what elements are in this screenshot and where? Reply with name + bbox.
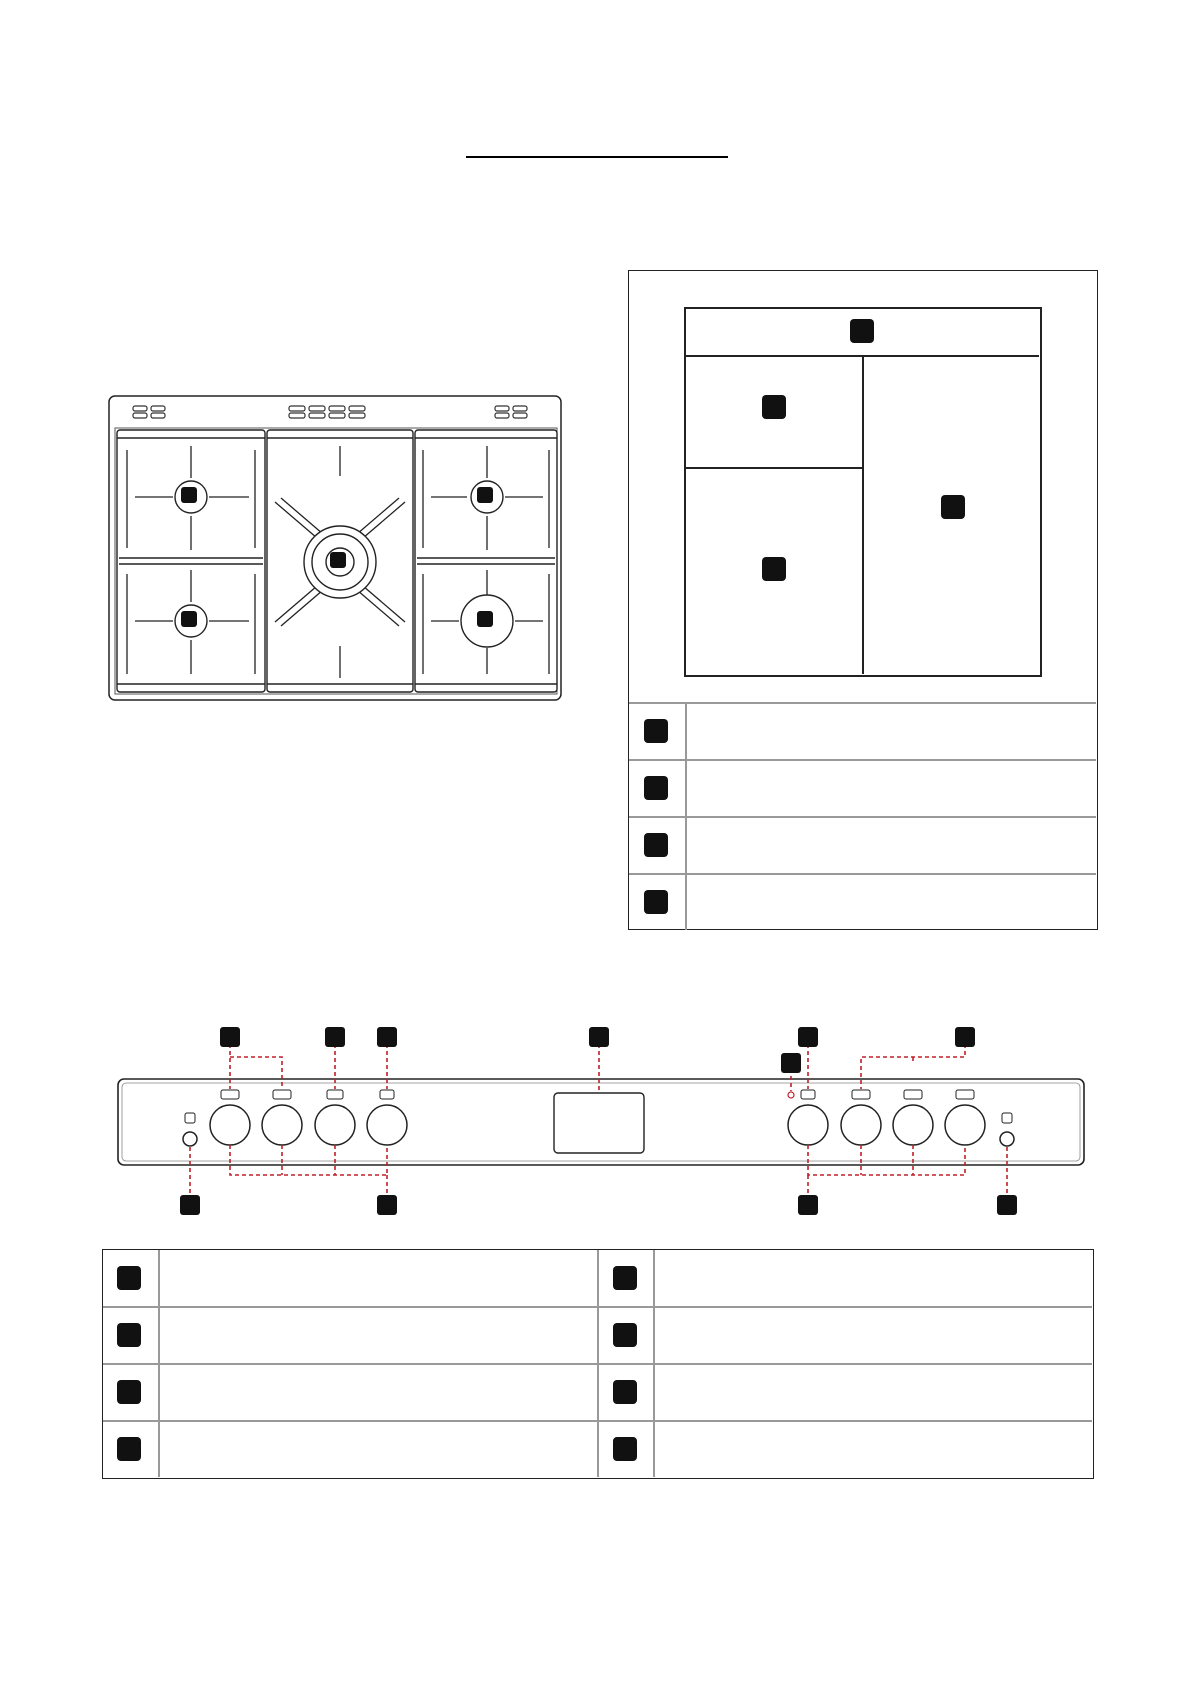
oven-right-marker — [941, 495, 965, 519]
control-panel-diagram — [110, 1025, 1090, 1215]
page-title-underline — [466, 156, 728, 158]
oven-legend-marker — [644, 719, 668, 743]
control-callout-top — [377, 1027, 397, 1047]
control-legend-marker — [613, 1323, 637, 1347]
control-callout-bottom — [997, 1195, 1017, 1215]
control-callout-top — [589, 1027, 609, 1047]
control-callout-top — [798, 1027, 818, 1047]
hob-zone-marker — [477, 611, 493, 627]
oven-legend — [629, 702, 1096, 930]
hob-zone-marker — [181, 487, 197, 503]
oven-left-lower-marker — [762, 557, 786, 581]
control-callout-top — [325, 1027, 345, 1047]
control-legend-marker — [613, 1380, 637, 1404]
control-legend-marker — [613, 1437, 637, 1461]
hob-zone-marker — [181, 611, 197, 627]
control-callout-top — [220, 1027, 240, 1047]
control-legend-marker — [117, 1437, 141, 1461]
oven-legend-marker — [644, 833, 668, 857]
oven-legend-marker — [644, 890, 668, 914]
control-legend-marker — [613, 1266, 637, 1290]
hob-zone-marker — [477, 487, 493, 503]
display-window — [554, 1093, 644, 1153]
control-legend-marker — [117, 1266, 141, 1290]
control-callout-top — [781, 1053, 801, 1073]
oven-layout-panel — [628, 270, 1098, 930]
control-callout-bottom — [180, 1195, 200, 1215]
hob-diagram — [105, 392, 565, 704]
control-legend-marker — [117, 1323, 141, 1347]
hob-zone-marker — [330, 552, 346, 568]
oven-top-marker — [850, 319, 874, 343]
control-callout-bottom — [798, 1195, 818, 1215]
oven-legend-marker — [644, 776, 668, 800]
control-legend-table — [102, 1249, 1094, 1479]
oven-left-upper-marker — [762, 395, 786, 419]
control-callout-top — [955, 1027, 975, 1047]
oven-layout-box — [684, 307, 1042, 677]
control-legend-marker — [117, 1380, 141, 1404]
control-callout-bottom — [377, 1195, 397, 1215]
